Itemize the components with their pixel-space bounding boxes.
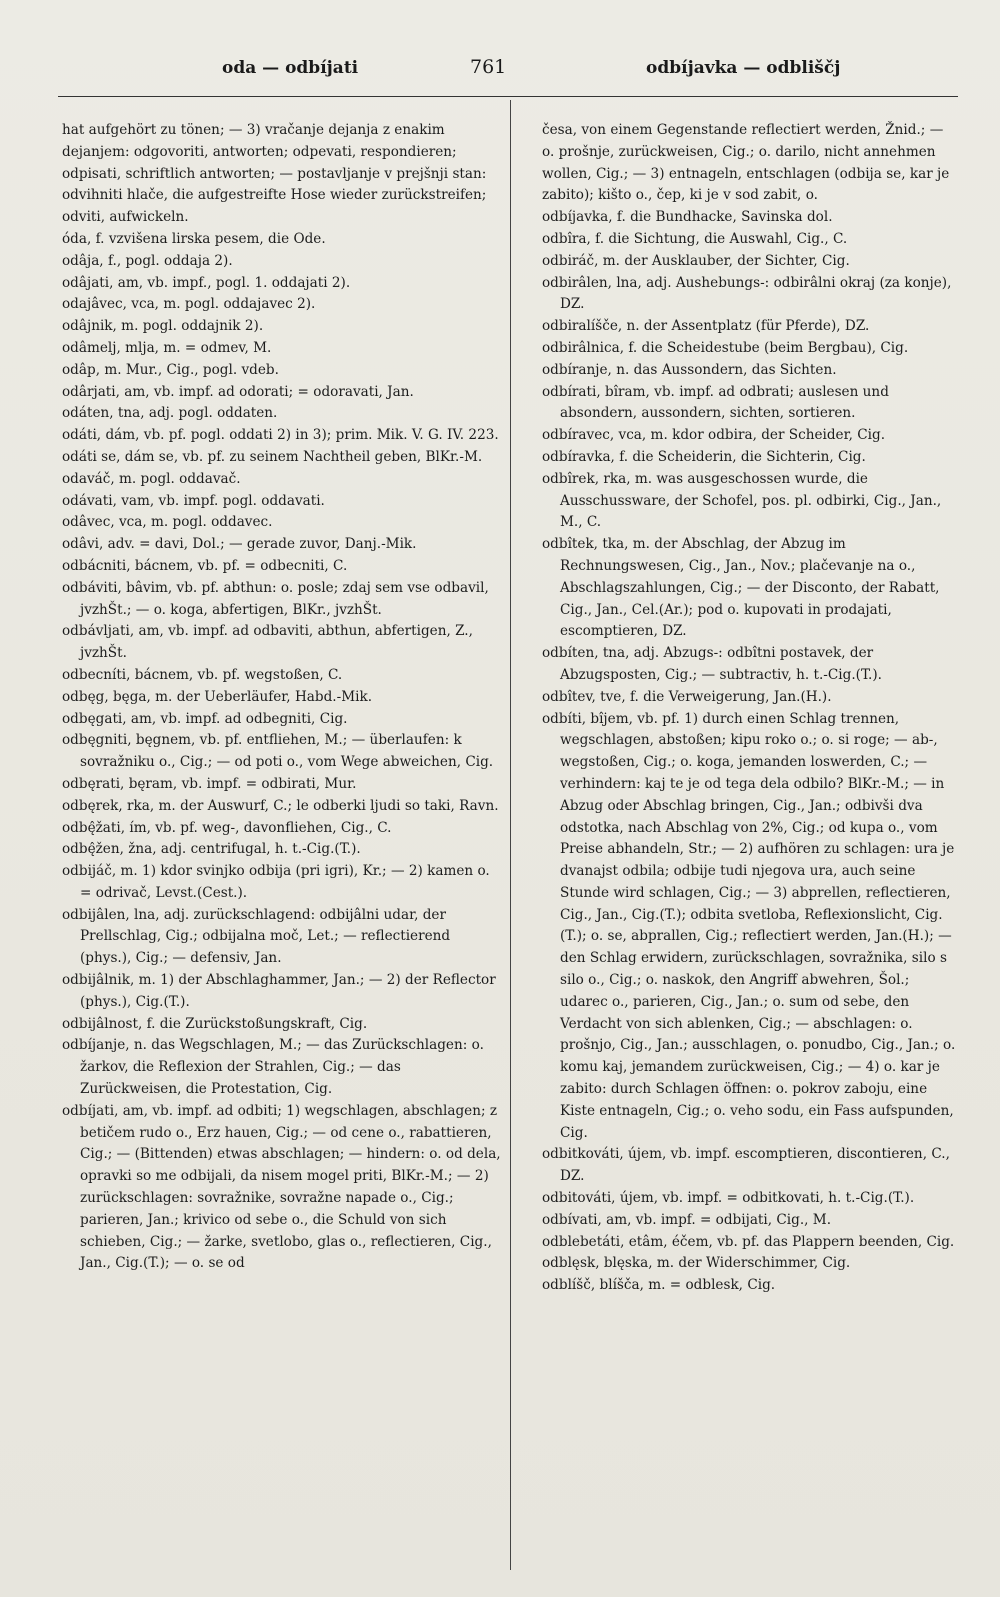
dictionary-entry: odbíjavka, f. die Bundhacke, Savinska dol. <box>542 209 833 226</box>
dictionary-entry: odajâvec, vca, m. pogl. oddajavec 2). <box>62 296 316 313</box>
page-header <box>0 58 1000 88</box>
page-number: 761 <box>470 56 507 78</box>
dictionary-entry: odblebetáti, etâm, éčem, vb. pf. das Plappern beenden, Cig. <box>542 1233 955 1250</box>
dictionary-entry: odbijâlen, lna, adj. zurückschlagend: odbijâlni udar, der Prellschlag, Cig.; odbijalna moč, Let.; — reflectierend (phys.), Cig.; — defensiv, Jan. <box>62 906 451 967</box>
dictionary-entry: óda, f. vzvišena lirska pesem, die Ode. <box>62 230 326 247</box>
dictionary-entry: odâvec, vca, m. pogl. oddavec. <box>62 514 273 531</box>
dictionary-entry: odâja, f., pogl. oddaja 2). <box>62 252 233 269</box>
dictionary-entry: odáten, tna, adj. pogl. oddaten. <box>62 405 278 422</box>
dictionary-entry: odâvi, adv. = davi, Dol.; — gerade zuvor, Danj.-Mik. <box>62 536 417 553</box>
dictionary-entry: odbíranje, n. das Aussondern, das Sichten. <box>542 361 837 378</box>
dictionary-entry: odblęsk, blęska, m. der Widerschimmer, Cig. <box>542 1255 851 1272</box>
dictionary-entry: odbîtev, tve, f. die Verweigerung, Jan.(H.). <box>542 688 832 705</box>
dictionary-entry: odbiráč, m. der Ausklauber, der Sichter, Cig. <box>542 252 850 269</box>
dictionary-entry: odbitkováti, újem, vb. impf. escomptieren, discontieren, C., DZ. <box>542 1146 950 1185</box>
dictionary-entry: odbíjanje, n. das Wegschlagen, M.; — das Zurückschlagen: o. žarkov, die Reflexion der Strahlen, Cig.; — das Zurückweisen, die Protestation, Cig. <box>62 1037 484 1098</box>
dictionary-entry: odáti se, dám se, vb. pf. zu seinem Nachtheil geben, BlKr.-M. <box>62 448 483 465</box>
dictionary-entry: odáti, dám, vb. pf. pogl. oddati 2) in 3); prim. Mik. V. G. IV. 223. <box>62 427 499 444</box>
dictionary-entry: odbirâlnica, f. die Scheidestube (beim Bergbau), Cig. <box>542 339 909 356</box>
right-column <box>542 120 958 1297</box>
dictionary-entry: odâp, m. Mur., Cig., pogl. vdeb. <box>62 361 279 378</box>
dictionary-entry: odávati, vam, vb. impf. pogl. oddavati. <box>62 492 325 509</box>
dictionary-entry: odbîrek, rka, m. was ausgeschossen wurde, die Ausschussware, der Schofel, pos. pl. odbirki, Cig., Jan., M., C. <box>542 470 942 531</box>
entry-continuation: česa, von einem Gegenstande reflectiert werden, Žnid.; — o. prošnje, zurückweisen, Cig.; o. darilo, nicht annehmen wollen, Cig.; — 3) entnageln, entschlagen (odbija se, kar je zabito); kišto o., čep, ki je v sod zabit, o. <box>542 122 950 204</box>
dictionary-entry: odbívati, am, vb. impf. = odbijati, Cig., M. <box>542 1211 832 1228</box>
dictionary-entry: odbáviti, bâvim, vb. pf. abthun: o. posle; zdaj sem vse odbavil, jvzhŠt.; — o. koga, abfertigen, BlKr., jvzhŠt. <box>62 579 489 618</box>
dictionary-entry: odbácniti, bácnem, vb. pf. = odbecniti, C. <box>62 557 348 574</box>
dictionary-entry: odbijâlnik, m. 1) der Abschlaghammer, Jan.; — 2) der Reflector (phys.), Cig.(T.). <box>62 972 496 1010</box>
dictionary-entry: odbíravec, vca, m. kdor odbira, der Scheider, Cig. <box>542 427 886 444</box>
header-left-guideword: oda — odbíjati <box>222 58 359 78</box>
dictionary-entry: odbęgati, am, vb. impf. ad odbegniti, Cig. <box>62 710 348 727</box>
dictionary-entry: odblíšč, blíšča, m. = odblesk, Cig. <box>542 1277 776 1294</box>
dictionary-entry: odbitováti, újem, vb. impf. = odbitkovati, h. t.-Cig.(T.). <box>542 1190 915 1207</box>
dictionary-entry: odbęrek, rka, m. der Auswurf, C.; le odberki ljudi so taki, Ravn. <box>62 797 499 814</box>
header-rule <box>58 96 958 97</box>
dictionary-entry: odbęgniti, bęgnem, vb. pf. entfliehen, M.; — überlaufen: k sovražniku o., Cig.; — od poti o., vom Wege abweichen, Cig. <box>62 732 494 771</box>
column-divider <box>510 100 511 1570</box>
entry-continuation: hat aufgehört zu tönen; — 3) vračanje dejanja z enakim dejanjem: odgovoriti, antworten; odpevati, respondieren; odpisati, schriftlich antworten; — postavljanje v prejšnji stan: odvihniti hlače, die aufgestreifte Hose wieder zurückstreifen; odviti, aufwickeln. <box>62 122 487 226</box>
dictionary-entry: odbę̂žen, žna, adj. centrifugal, h. t.-Cig.(T.). <box>62 841 361 858</box>
dictionary-entry: odaváč, m. pogl. oddavač. <box>62 470 241 487</box>
dictionary-entry: odbíjati, am, vb. impf. ad odbiti; 1) wegschlagen, abschlagen; z betičem rudo o., Erz hauen, Cig.; — od cene o., rabattieren, Cig.; — (Bittenden) etwas abschlagen; — hindern: o. od dela, opravki so me odbijali, da nisem mogel priti, BlKr.-M.; — 2) zurückschlagen: sovražnike, sovražne napade o., Cig.; parieren, Jan.; krivico od sebe o., die Schuld von sich schieben, Cig.; — žarke, svetlobo, glas o., reflectieren, Cig., Jan., Cig.(T.); — o. se od <box>62 1102 501 1272</box>
dictionary-entry: odbíravka, f. die Scheiderin, die Sichterin, Cig. <box>542 448 866 465</box>
dictionary-entry: odâmelj, mlja, m. = odmev, M. <box>62 339 272 356</box>
left-column <box>62 120 502 1275</box>
dictionary-entry: odbíti, bîjem, vb. pf. 1) durch einen Schlag trennen, wegschlagen, abstoßen; kipu roko o.; o. si roge; — ab-, wegstoßen, Cig.; o. koga, jemanden loswerden, C.; — verhindern: kaj te je od tega dela odbilo? BlKr.-M.; — in Abzug oder Abschlag bringen, Cig., Jan.; odbivši dva odstotka, nach Abschlag von 2%, Cig.; od kupa o., vom Preise abhandeln, Str.; — 2) aufhören zu schlagen: ura je dvanajst odbila; odbije tudi njegova ura, auch seine Stunde wird schlagen, Cig.; — 3) abprellen, reflectieren, Cig., Jan., Cig.(T.); odbita svetloba, Reflexionslicht, Cig.(T.); o. se, abprallen, Cig.; reflectiert werden, Jan.(H.); — den Schlag erwidern, zurückschlagen, sovražnika, silo s silo o., Cig.; o. naskok, den Angriff abwehren, Šol.; udarec o., parieren, Cig., Jan.; o. sum od sebe, den Verdacht von sich ablenken, Cig.; — abschlagen: o. prošnjo, Cig., Jan.; ausschlagen, o. ponudbo, Cig., Jan.; o. komu kaj, jemandem zurückweisen, Cig.; — 4) o. kar je zabito: durch Schlagen öffnen: o. pokrov zaboju, eine Kiste entnageln, Cig.; o. veho sodu, ein Fass aufspunden, Cig. <box>542 710 956 1141</box>
dictionary-entry: odbiralíšče, n. der Assentplatz (für Pferde), DZ. <box>542 318 870 335</box>
dictionary-entry: odbîtek, tka, m. der Abschlag, der Abzug im Rechnungswesen, Cig., Jan., Nov.; plačevanje na o., Abschlagszahlungen, Cig.; — der Disconto, der Rabatt, Cig., Jan., Cel.(Ar.); pod o. kupovati in prodajati, escomptieren, DZ. <box>542 536 940 640</box>
dictionary-entry: odbírati, bîram, vb. impf. ad odbrati; auslesen und absondern, aussondern, sichten, sortieren. <box>542 383 889 422</box>
dictionary-entry: odbijâlnost, f. die Zurückstoßungskraft, Cig. <box>62 1015 368 1032</box>
dictionary-entry: odâjnik, m. pogl. oddajnik 2). <box>62 318 264 335</box>
dictionary-entry: odbirâlen, lna, adj. Aushebungs-: odbirâlni okraj (za konje), DZ. <box>542 274 952 313</box>
dictionary-entry: odbęg, bęga, m. der Ueberläufer, Habd.-Mik. <box>62 688 373 705</box>
dictionary-entry: odbijáč, m. 1) kdor svinjko odbija (pri igri), Kr.; — 2) kamen o. = odrivač, Levst.(Cest.). <box>62 863 490 901</box>
dictionary-entry: odbę̂žati, ím, vb. pf. weg-, davonfliehen, Cig., C. <box>62 819 392 836</box>
dictionary-entry: odârjati, am, vb. impf. ad odorati; = odoravati, Jan. <box>62 383 414 400</box>
dictionary-entry: odbávljati, am, vb. impf. ad odbaviti, abthun, abfertigen, Z., jvzhŠt. <box>62 623 473 662</box>
dictionary-entry: odâjati, am, vb. impf., pogl. 1. oddajati 2). <box>62 274 351 291</box>
dictionary-entry: odbęrati, bęram, vb. impf. = odbirati, Mur. <box>62 775 357 792</box>
dictionary-entry: odbîra, f. die Sichtung, die Auswahl, Cig., C. <box>542 230 848 247</box>
dictionary-entry: odbecníti, bácnem, vb. pf. wegstoßen, C. <box>62 666 343 683</box>
dictionary-entry: odbíten, tna, adj. Abzugs-: odbîtni postavek, der Abzugsposten, Cig.; — subtractiv, h. t.-Cig.(T.). <box>542 645 882 683</box>
header-right-guideword: odbíjavka — odbliščj <box>646 58 841 78</box>
